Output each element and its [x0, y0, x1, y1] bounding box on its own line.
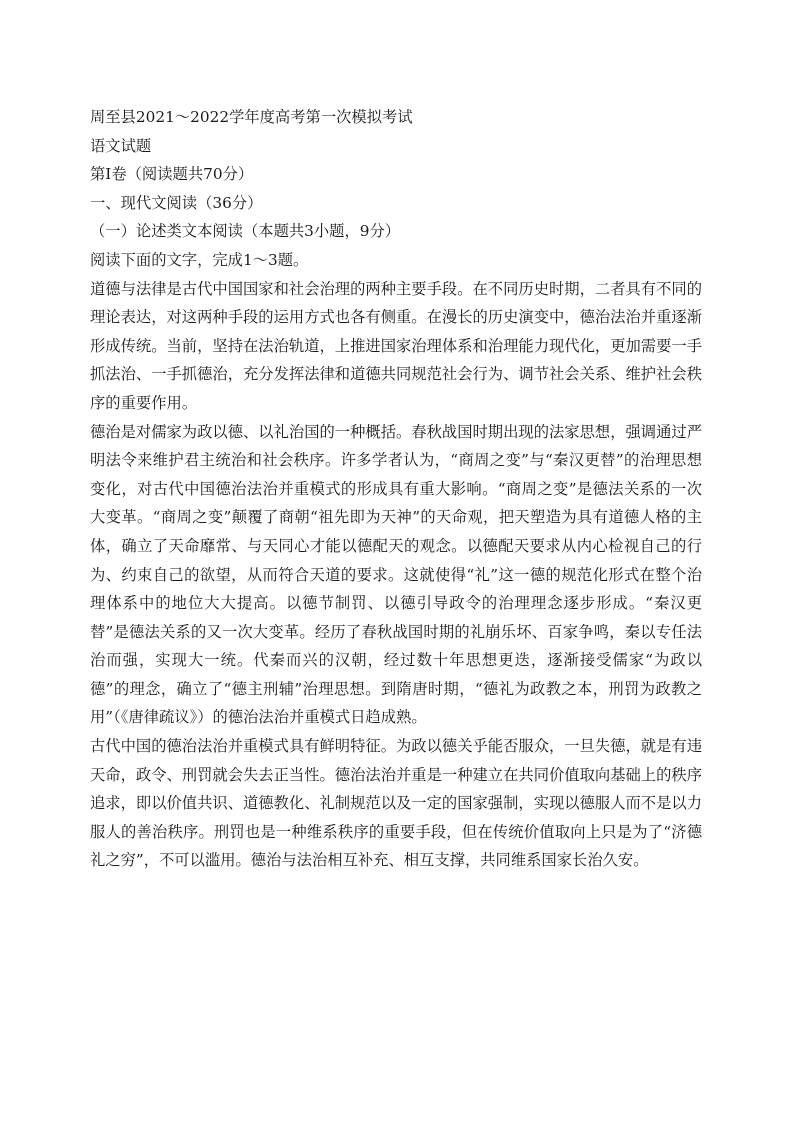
- volume-heading: 第Ⅰ卷（阅读题共70分）: [90, 165, 254, 184]
- section-heading: 一、现代文阅读（36分）: [90, 193, 263, 212]
- exam-page: [90, 103, 702, 875]
- passage-paragraph-1: 道德与法律是古代中国国家和社会治理的两种主要手段。在不同历史时期，二者具有不同的理论表达，对这两种手段的运用方式也各有侧重。在漫长的历史演变中，德治法治并重逐渐形成传统。当前，坚持在法治轨道，上推进国家治理体系和治理能力现代化，更加需要一手抓法治、一手抓德治，充分发挥法律和道德共同规范社会行为、调节社会关系、维护社会秩序的重要作用。: [90, 279, 702, 412]
- exam-title: 周至县2021～2022学年度高考第一次模拟考试: [90, 108, 413, 126]
- reading-instruction: 阅读下面的文字，完成1～3题。: [90, 250, 309, 269]
- subsection-heading: （一）论述类文本阅读（本题共3小题，9分）: [90, 222, 401, 241]
- passage-paragraph-2: 德治是对儒家为政以德、以礼治国的一种概括。春秋战国时期出现的法家思想，强调通过严明法令来维护君主统治和社会秩序。许多学者认为，“商周之变”与“秦汉更替”的治理思想变化，对古代中国德治法治并重模式的形成具有重大影响。“商周之变”是德法关系的一次大变革。“商周之变”颠覆了商朝“祖先即为天神”的天命观，把天塑造为具有道德人格的主体，确立了天命靡常、与天同心才能以德配天的观念。以德配天要求从内心检视自己的行为、约束自己的欲望，从而符合天道的要求。这就使得“礼”这一德的规范化形式在整个治理体系中的地位大大提高。以德节制罚、以德引导政令的治理理念逐步形成。“秦汉更替”是德法关系的又一次大变革。经历了春秋战国时期的礼崩乐坏、百家争鸣，秦以专任法治而强，实现大一统。代秦而兴的汉朝，经过数十年思想更迭，逐渐接受儒家“为政以德”的理念，确立了“德主刑辅”治理思想。到隋唐时期，“德礼为政教之本，刑罚为政教之用”（《唐律疏议》）的德治法治并重模式日趋成熟。: [90, 422, 702, 727]
- passage-paragraph-3: 古代中国的德治法治并重模式具有鲜明特征。为政以德关乎能否服众，一旦失德，就是有违天命，政令、刑罚就会失去正当性。德治法治并重是一种建立在共同价值取向基础上的秩序追求，即以价值共识、道德教化、礼制规范以及一定的国家强制，实现以德服人而不是以力服人的善治秩序。刑罚也是一种维系秩序的重要手段，但在传统价值取向上只是为了“济德礼之穷”，不可以滥用。德治与法治相互补充、相互支撑，共同维系国家长治久安。: [90, 737, 702, 870]
- subject-title: 语文试题: [90, 136, 152, 155]
